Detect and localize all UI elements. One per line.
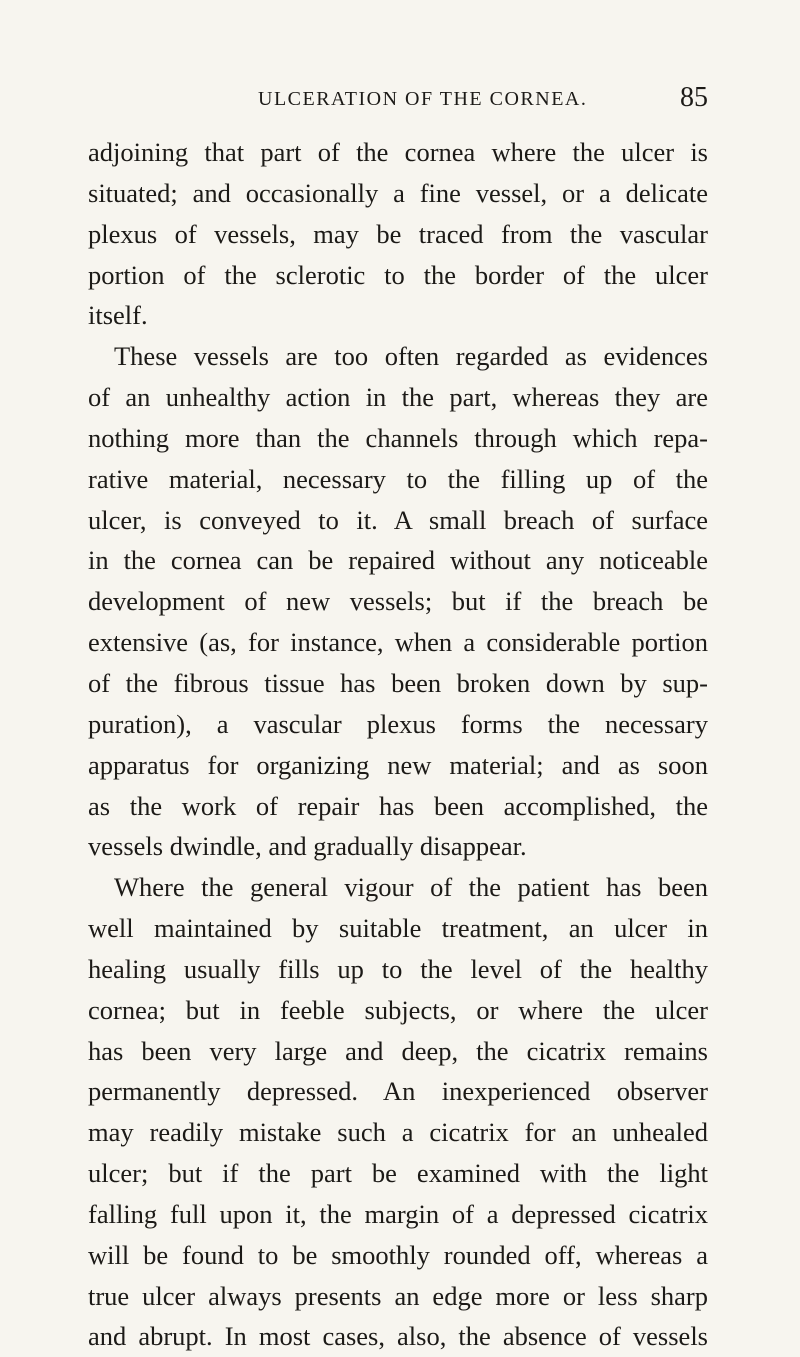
text-line: of the fibrous tissue has been broken down by sup- [88, 667, 708, 698]
text-line: has been very large and deep, the cicatrix remains [88, 1035, 708, 1066]
text-line: development of new vessels; but if the breach be [88, 586, 708, 617]
text-line: of an unhealthy action in the part, whereas they are [88, 382, 708, 413]
text-line: vessels dwindle, and gradually disappear. [88, 831, 527, 862]
text-line: in the cornea can be repaired without any noticeable [88, 545, 708, 576]
text-line: nothing more than the channels through which repa- [88, 422, 708, 453]
text-line: These vessels are too often regarded as evidences [114, 341, 708, 372]
text-line: cornea; but in feeble subjects, or where the ulcer [88, 994, 708, 1025]
running-head [88, 82, 708, 114]
text-line: puration), a vascular plexus forms the necessary [88, 708, 708, 739]
text-line: true ulcer always presents an edge more or less sharp [88, 1280, 708, 1311]
text-line: ulcer, is conveyed to it. A small breach of surface [88, 504, 708, 535]
text-line: portion of the sclerotic to the border of the ulcer [88, 259, 708, 290]
text-line: itself. [88, 300, 148, 331]
body-text [88, 132, 708, 1357]
text-line: Where the general vigour of the patient has been [114, 872, 708, 903]
text-line: healing usually fills up to the level of the healthy [88, 953, 708, 984]
text-line: may readily mistake such a cicatrix for an unhealed [88, 1117, 708, 1148]
text-line: well maintained by suitable treatment, an ulcer in [88, 913, 708, 944]
text-line: plexus of vessels, may be traced from the vascular [88, 218, 708, 249]
text-line: will be found to be smoothly rounded off, whereas a [88, 1239, 708, 1270]
text-line: extensive (as, for instance, when a considerable portion [88, 627, 708, 658]
running-title: ULCERATION OF THE CORNEA. [258, 88, 588, 110]
text-line: situated; and occasionally a fine vessel, or a delicate [88, 177, 708, 208]
text-line: apparatus for organizing new material; and as soon [88, 749, 708, 780]
text-line: ulcer; but if the part be examined with the light [88, 1158, 708, 1189]
text-line: falling full upon it, the margin of a depressed cicatrix [88, 1198, 708, 1229]
text-line: and abrupt. In most cases, also, the absence of vessels [88, 1321, 708, 1352]
text-line: rative material, necessary to the filling up of the [88, 463, 708, 494]
page-number: 85 [680, 82, 708, 113]
text-line: as the work of repair has been accomplished, the [88, 790, 708, 821]
text-line: adjoining that part of the cornea where the ulcer is [88, 137, 708, 167]
text-line: permanently depressed. An inexperienced observer [88, 1076, 708, 1107]
